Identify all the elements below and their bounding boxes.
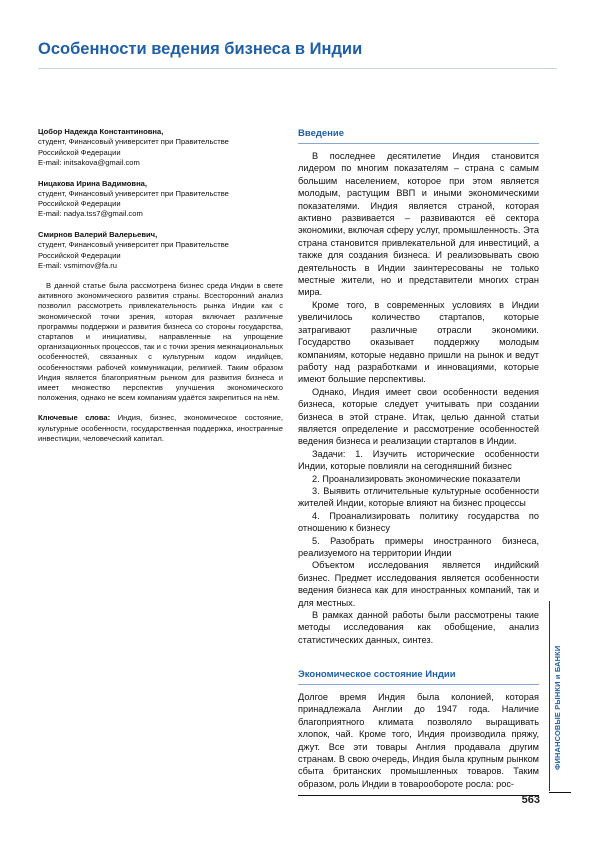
keywords: [38, 413, 283, 444]
author-affiliation: студент, Финансовый университет при Правительстве: [38, 188, 229, 198]
author-email[interactable]: E-mail: vsmirnov@fa.ru: [38, 261, 118, 271]
paragraph: Задачи: 1. Изучить исторические особенности Индии, которые повлияли на сегодняшний бизнес: [298, 448, 539, 472]
authors-block: [38, 127, 283, 282]
paragraph: Кроме того, в современных условиях в Индии увеличилось количество стартапов, которые затрагивают различные отрасли экономики. Государство оказывает поддержку молодым компаниям, которые недавно пришли на рынок и ведут работу над разработками и инновациями, которые имеют большие перспективы.: [298, 299, 539, 385]
paragraph: Объектом исследования является индийский бизнес. Предмет исследования является особенности ведения бизнеса как для иностранных компаний, так и для местных.: [298, 560, 539, 608]
keywords-label: Ключевые слова:: [38, 413, 111, 423]
keywords-text: Индия, бизнес, экономическое состояние, культурные особенности, государственная поддержка, иностранные инвестиции, человеческий капитал.: [38, 413, 284, 443]
paragraph: В рамках данной работы были рассмотрены такие методы исследования как обобщение, анализ статистических данных, синтез.: [298, 610, 539, 645]
economic-state-section: [298, 669, 539, 790]
author-entry: [38, 127, 283, 168]
author-email[interactable]: E-mail: initsakova@gmail.com: [38, 157, 140, 167]
introduction-body: [298, 150, 539, 646]
paragraph: Долгое время Индия была колонией, которая принадлежала Англии до 1947 года. Наличие благоприятного климата позволяло выращивать хлопок, чай. Кроме того, Индия производила пряжу, джут. Все эти товары Англия продавала другим странам. В свою очередь, Индия была крупным рынком сбыта британских промышленных товаров. Таким образом, роль Индии в товарообороте росла: рос-: [298, 692, 539, 789]
journal-section-label: ФИНАНСОВЫЕ РЫНКИ и БАНКИ: [553, 645, 562, 770]
author-affiliation: студент, Финансовый университет при Правительстве: [38, 137, 229, 147]
author-entry: [38, 179, 283, 220]
abstract-text: В данной статье была рассмотрена бизнес среда Индии в свете активного экономического развития страны. Всесторонний анализ позволил рассмотреть привлекательность рынка Индии как с экономической точки зрения, которая включает различные программы поддержки и развития бизнеса со стороны государства, стартапов и инициативы, направленные на упрощение организационных процессов, так и с точки зрения межнациональных особенностей, связанных с культурным кодом индийцев, особенностями рабочей коммуникации, религией. Таким образом Индия является благоприятным рынком для развития бизнеса и имеет множество перспектив улучшения экономического положения, однако не всем компаниям удаётся закрепиться на нём.: [38, 281, 283, 403]
abstract-block: [38, 281, 283, 444]
page-number: 563: [521, 794, 540, 806]
author-affiliation: Российской Федерации: [38, 199, 121, 209]
paragraph: 3. Выявить отличительные культурные особенности жителей Индии, которые влияют на бизнес процессы: [298, 485, 539, 509]
article-title: Особенности ведения бизнеса в Индии: [38, 40, 363, 58]
paragraph: В последнее десятилетие Индия становится лидером по многим показателям – страна с самым большим населением, которое при этом является молодым, растущим ВВП и иными экономическими показателями. Индия является страной, которая активно развивается – развиваются её сектора экономики, включая сферу услуг, промышленность. Эта страна становится привлекательной для инвестиций, а также для создания бизнеса. И реализовывать свою деятельность в Индии заинтересованы не только местные жители, но и представители многих стран мира.: [298, 151, 539, 298]
section-heading-economic-state: Экономическое состояние Индии: [298, 669, 539, 685]
author-affiliation: Российской Федерации: [38, 147, 121, 157]
economic-state-body: [298, 691, 539, 790]
introduction-section: [298, 128, 539, 646]
author-affiliation: Российской Федерации: [38, 250, 121, 260]
corner-mark: [549, 792, 571, 793]
author-email[interactable]: E-mail: nadya.tss7@gmail.com: [38, 209, 143, 219]
title-divider: [38, 68, 557, 69]
paragraph: 2. Проанализировать экономические показатели: [312, 473, 521, 484]
author-name: Смирнов Валерий Валерьевич,: [38, 230, 158, 240]
author-name: Ницакова Ирина Вадимовна,: [38, 178, 148, 188]
paragraph: 5. Разобрать примеры иностранного бизнеса, реализуемого на территории Индии: [298, 535, 539, 558]
paragraph: Однако, Индия имеет свои особенности ведения бизнеса, которые следует учитывать при создании бизнеса в этой стране. Итак, целью данной статьи является определение и рассмотрение особенностей ведения бизнеса и реализации стартапов в Индии.: [298, 386, 539, 447]
author-name: Цобор Надежда Константиновна,: [38, 127, 164, 136]
section-heading-introduction: Введение: [298, 128, 539, 144]
side-divider: [549, 601, 550, 791]
paragraph: 4. Проанализировать политику государства по отношению к бизнесу: [298, 510, 539, 534]
author-affiliation: студент, Финансовый университет при Правительстве: [38, 240, 229, 250]
author-entry: [38, 230, 283, 271]
